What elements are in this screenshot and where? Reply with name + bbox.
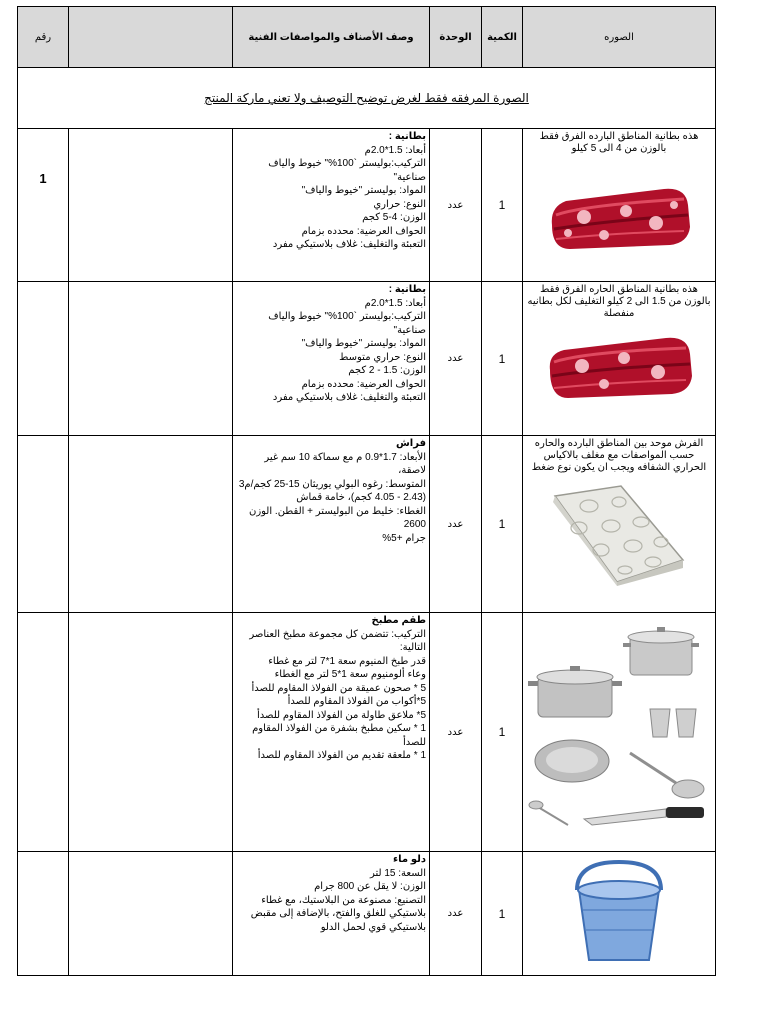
empty-cell bbox=[69, 613, 233, 852]
spec-line: أبعاد: 1.5*2.0م bbox=[364, 144, 426, 156]
item-image-cell bbox=[523, 129, 716, 282]
table-row bbox=[18, 129, 716, 282]
item-number bbox=[18, 613, 69, 852]
spec-line: 5 * صحون عميقة من الفولاذ المقاوم للصدأ bbox=[251, 682, 426, 694]
bucket-icon bbox=[569, 860, 669, 964]
spec-line: 1 * ملعقة تقديم من الفولاذ المقاوم للصدأ bbox=[257, 750, 426, 761]
item-title: فراش bbox=[396, 438, 426, 449]
header-empty bbox=[69, 7, 233, 68]
kitchen-set-icon bbox=[526, 621, 712, 831]
item-unit: عدد bbox=[430, 613, 482, 852]
spec-line: التعبئة والتغليف: غلاف بلاستيكي مفرد bbox=[272, 392, 426, 403]
item-image-cell bbox=[523, 613, 716, 852]
spec-line: التركيب:بوليستر `100%" خيوط والياف صناعية" bbox=[268, 311, 426, 336]
red-blanket-icon bbox=[544, 175, 694, 253]
note-row bbox=[18, 68, 716, 129]
image-note: هذه بطانية المناطق البارده الفرق فقط بالوزن من 4 الى 5 كيلو bbox=[539, 131, 699, 154]
item-unit: عدد bbox=[430, 282, 482, 436]
empty-cell bbox=[69, 129, 233, 282]
serving-spoon-icon bbox=[630, 753, 704, 798]
header-description: وصف الأصناف والمواصفات الفنية bbox=[233, 7, 430, 68]
spec-line: الوزن: 1.5 - 2 كجم bbox=[348, 365, 426, 376]
item-number bbox=[18, 852, 69, 976]
spec-line: التعبئة والتغليف: غلاف بلاستيكي مفرد bbox=[272, 239, 426, 250]
header-unit: الوحدة bbox=[430, 7, 482, 68]
spec-line: 5*أكواب من الفولاذ المقاوم للصدأ bbox=[287, 696, 426, 707]
stockpot-icon bbox=[528, 666, 622, 717]
knife-icon bbox=[584, 807, 704, 825]
item-description bbox=[233, 282, 430, 436]
item-description bbox=[233, 613, 430, 852]
header-number: رقم bbox=[18, 7, 69, 68]
mattress-icon bbox=[549, 482, 689, 586]
spec-line: الغطاء: خليط من البوليستر + القطن. الوزن 2600 bbox=[248, 505, 426, 530]
spec-line: السعة: 15 لتر bbox=[370, 867, 426, 879]
item-unit: عدد bbox=[430, 436, 482, 613]
spec-line: قدر طبخ المنيوم سعة 1*7 لتر مع غطاء bbox=[268, 655, 426, 667]
spec-line: الوزن: لا يقل عن 800 جرام bbox=[314, 881, 426, 892]
item-description bbox=[233, 852, 430, 976]
item-description bbox=[233, 436, 430, 613]
table-row bbox=[18, 852, 716, 976]
item-image-cell bbox=[523, 852, 716, 976]
item-title: دلو ماء bbox=[393, 854, 426, 865]
empty-cell bbox=[69, 436, 233, 613]
item-title: بطانية : bbox=[388, 131, 426, 142]
spec-line: وعاء ألومنيوم سعة 1*5 لتر مع الغطاء bbox=[274, 669, 426, 680]
spec-line: الحواف العرضية: محدده بزمام bbox=[301, 225, 426, 237]
item-quantity: 1 bbox=[482, 436, 523, 613]
spec-line: التصنيع: مصنوعة من البلاستيك، مع غطاء بلاستيكي للغلق والفتح، بالإضافة إلى مقبض بلاستيكي قوي لحمل الدلو bbox=[250, 894, 426, 933]
spec-line: جرام +5% bbox=[382, 532, 426, 544]
spec-line: 1 * سكين مطبخ بشفرة من الفولاذ المقاوم للصدأ bbox=[252, 723, 426, 748]
item-description bbox=[233, 129, 430, 282]
item-unit: عدد bbox=[430, 852, 482, 976]
table-row bbox=[18, 436, 716, 613]
item-quantity: 1 bbox=[482, 852, 523, 976]
spec-line: أبعاد: 1.5*2.0م bbox=[364, 297, 426, 309]
header-row bbox=[18, 7, 716, 68]
item-title: طقم مطبخ bbox=[371, 615, 426, 626]
spec-line: التركيب: تتضمن كل مجموعة مطبخ العناصر التالية: bbox=[249, 628, 426, 653]
header-image: الصوره bbox=[523, 7, 716, 68]
pot-icon bbox=[623, 627, 699, 675]
item-image-cell bbox=[523, 282, 716, 436]
item-number: 1 bbox=[18, 129, 69, 282]
image-note: الفرش موحد بين المناطق البارده والحاره حسب المواصفات مع مغلف بالاكياس الحراري الشفافه ويجب ان يكون نوع ضغط bbox=[531, 438, 707, 473]
item-title: بطانية : bbox=[388, 284, 426, 295]
table-row bbox=[18, 282, 716, 436]
image-disclaimer: الصورة المرفقه فقط لغرض توضيح التوصيف ولا تعني ماركة المنتج bbox=[18, 68, 716, 129]
table-row bbox=[18, 613, 716, 852]
empty-cell bbox=[69, 852, 233, 976]
spec-line: التركيب:بوليستر `100%" خيوط والياف صناعية" bbox=[268, 158, 426, 183]
header-quantity: الكمية bbox=[482, 7, 523, 68]
spec-line: النوع: حراري bbox=[373, 198, 426, 210]
image-note: هذه بطانية المناطق الحاره الفرق فقط بالوزن من 1.5 الى 2 كيلو التغليف لكل بطانيه منفصلة bbox=[527, 284, 711, 319]
spec-line: الأبعاد: 1.7*0.9 م مع سماكة 10 سم غير لاصقة، bbox=[264, 451, 426, 476]
spec-line: المواد: بوليستر "خيوط والياف" bbox=[301, 185, 426, 196]
spec-line: المواد: بوليستر "خيوط والياف" bbox=[301, 338, 426, 349]
item-unit: عدد bbox=[430, 129, 482, 282]
plate-icon bbox=[535, 740, 609, 782]
spoon-icon bbox=[529, 801, 568, 825]
spec-line: الوزن: 4-5 كجم bbox=[362, 212, 426, 223]
item-number bbox=[18, 436, 69, 613]
item-quantity: 1 bbox=[482, 129, 523, 282]
spec-line: 5* ملاعق طاولة من الفولاذ المقاوم للصدأ bbox=[257, 709, 426, 721]
item-number bbox=[18, 282, 69, 436]
spec-line: النوع: حراري متوسط bbox=[339, 351, 426, 363]
item-quantity: 1 bbox=[482, 613, 523, 852]
item-quantity: 1 bbox=[482, 282, 523, 436]
empty-cell bbox=[69, 282, 233, 436]
red-blanket-icon bbox=[544, 328, 694, 402]
spec-line: الحواف العرضية: محدده بزمام bbox=[301, 378, 426, 390]
item-image-cell bbox=[523, 436, 716, 613]
items-table bbox=[17, 6, 716, 976]
cups-icon bbox=[650, 709, 696, 737]
spec-line: المتوسط: رغوه البولي يوريثان 15-25 كجم/م3 (2.43 - 4.05 كجم)، خامة قماش bbox=[238, 478, 426, 503]
